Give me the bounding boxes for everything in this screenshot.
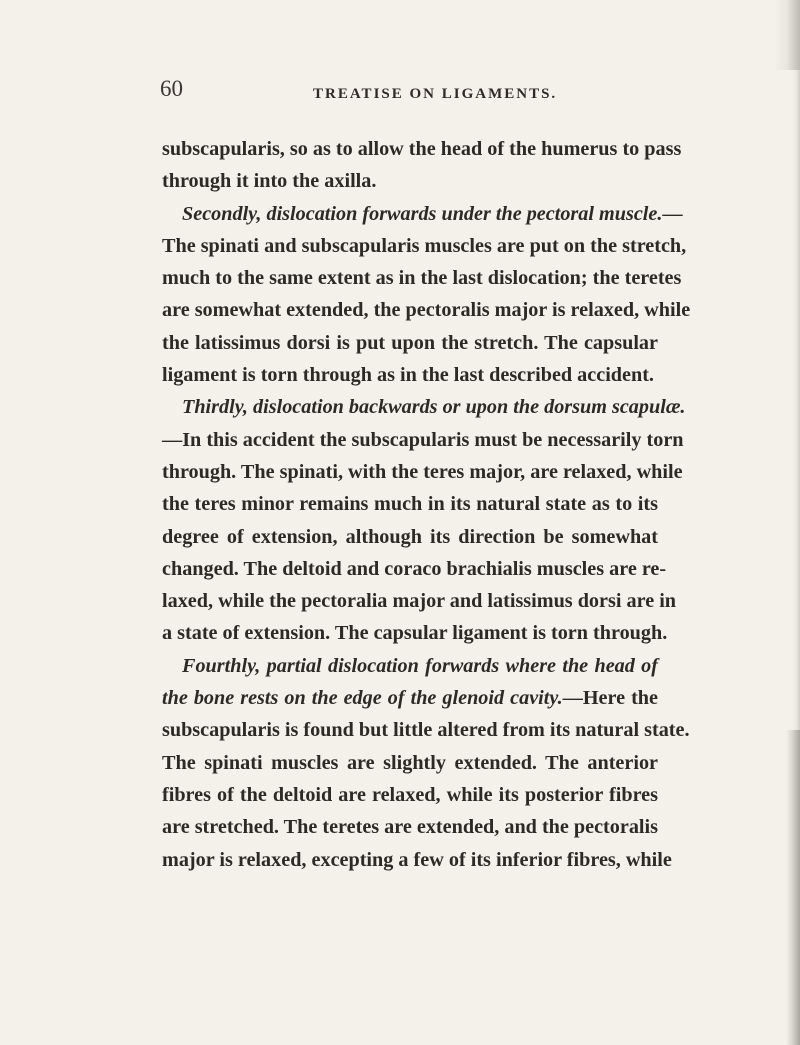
italic-text: Thirdly, dislocation backwards or upon the dorsum scapulæ.: [182, 396, 686, 419]
text-run: much to the same extent as in the last dislocation; the teretes: [162, 267, 682, 290]
text-line: [162, 811, 658, 843]
italic-text: Fourthly, partial dislocation forwards where the head of: [182, 654, 658, 677]
text-line: [162, 650, 658, 682]
text-run: —In this accident the subscapularis must be necessarily torn: [162, 428, 684, 451]
text-line: [162, 165, 658, 197]
text-line: [162, 488, 658, 520]
text-line: [162, 553, 667, 585]
text-line: [162, 456, 683, 488]
text-run: The spinati muscles are slightly extended. The anterior: [162, 751, 658, 774]
text-run: —Here the: [562, 687, 658, 710]
text-line: [162, 198, 683, 230]
text-line: [162, 714, 690, 746]
text-line: [162, 844, 672, 876]
text-run: the latissimus dorsi is put upon the stretch. The capsular: [162, 331, 658, 354]
text-run: a state of extension. The capsular ligament is torn through.: [162, 622, 668, 645]
text-line: [162, 747, 658, 779]
text-run: subscapularis, so as to allow the head of the humerus to pass: [162, 138, 682, 160]
text-line: [162, 617, 668, 649]
scan-shadow-bottom: [786, 730, 800, 1045]
text-line: [162, 359, 658, 391]
text-line: [162, 779, 658, 811]
text-run: subscapularis is found but little altered from its natural state.: [162, 719, 690, 742]
running-head: TREATISE ON LIGAMENTS.: [313, 86, 558, 102]
text-line: [162, 262, 682, 294]
scan-shadow-top: [774, 0, 800, 70]
text-run: are stretched. The teretes are extended, and the pectoralis: [162, 816, 658, 839]
text-run: major is relaxed, excepting a few of its inferior fibres, while: [162, 848, 672, 871]
text-line: [162, 230, 687, 262]
text-run: changed. The deltoid and coraco brachialis muscles are re-: [162, 557, 667, 580]
text-run: ligament is torn through as in the last described accident.: [162, 364, 654, 387]
text-line: [162, 391, 686, 423]
text-line: [162, 682, 658, 714]
italic-text: the bone rests on the edge of the glenoid cavity.: [162, 687, 563, 710]
text-line: [162, 294, 691, 326]
page-number: 60: [160, 76, 183, 101]
text-run: the teres minor remains much in its natural state as to its: [162, 493, 658, 516]
text-run: —: [662, 202, 683, 225]
text-run: laxed, while the pectoralia major and latissimus dorsi are in: [162, 590, 677, 613]
italic-text: Secondly, dislocation forwards under the pectoral muscle.: [182, 202, 663, 225]
text-run: fibres of the deltoid are relaxed, while its posterior fibres: [162, 783, 658, 806]
text-run: degree of extension, although its direction be somewhat: [162, 525, 658, 548]
text-run: through it into the axilla.: [162, 170, 377, 193]
text-line: [162, 585, 677, 617]
text-line: [162, 327, 658, 359]
text-run: The spinati and subscapularis muscles are put on the stretch,: [162, 234, 687, 257]
text-line: [162, 521, 658, 553]
text-run: through. The spinati, with the teres major, are relaxed, while: [162, 460, 683, 483]
page-header: [160, 76, 800, 116]
body-text: [162, 133, 691, 876]
text-line: [162, 424, 684, 456]
text-run: are somewhat extended, the pectoralis major is relaxed, while: [162, 299, 691, 322]
text-line: [162, 133, 682, 165]
